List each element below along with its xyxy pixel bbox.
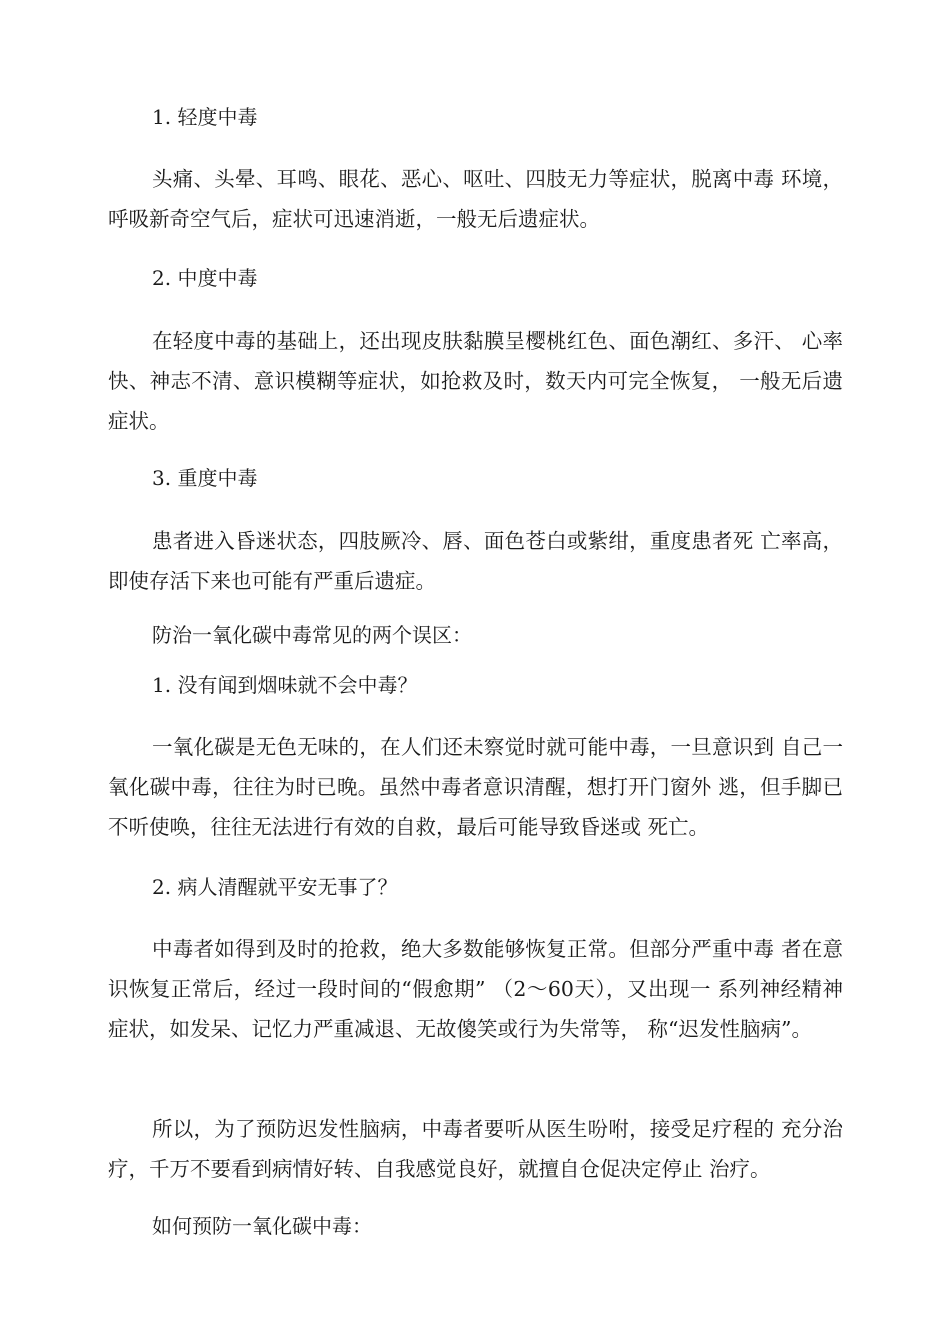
paragraph-mild-symptoms: 头痛、头晕、耳鸣、眼花、恶心、呕吐、四肢无力等症状，脱离中毒 环境，呼吸新奇空气后，症状可迅速消逝，一般无后遗症状。: [108, 167, 843, 231]
paragraph-conscious-safe-answer: 中毒者如得到及时的抢救，绝大多数能够恢复正常。但部分严重中毒 者在意识恢复正常后，经过一段时间的“假愈期” （2〜60天），又出现一 系列神经精神症状，如发呆、记忆力严重减退、无故傻笑或行为失常等， 称“迟发性脑病”。: [108, 937, 843, 1041]
section-heading-mild-poisoning: 1. 轻度中毒: [152, 105, 258, 129]
section-heading-misconceptions: 防治一氧化碳中毒常见的两个误区：: [152, 623, 472, 647]
question-heading-conscious-safe: 2. 病人清醒就平安无事了？: [152, 875, 398, 899]
paragraph-moderate-symptoms: 在轻度中毒的基础上，还出现皮肤黏膜呈樱桃红色、面色潮红、多汗、 心率快、神志不清、意识模糊等症状，如抢救及时，数天内可完全恢复， 一般无后遗症状。: [108, 329, 843, 433]
section-heading-moderate-poisoning: 2. 中度中毒: [152, 266, 258, 290]
paragraph-no-smell-answer: 一氧化碳是无色无味的，在人们还未察觉时就可能中毒，一旦意识到 自己一氧化碳中毒，往往为时已晚。虽然中毒者意识清醒，想打开门窗外 逃，但手脚已不听使唤，往往无法进行有效的自救，最后可能导致昏迷或 死亡。: [108, 735, 843, 839]
paragraph-treatment-advice: 所以，为了预防迟发性脑病，中毒者要听从医生吩咐，接受足疗程的 充分治疗，千万不要看到病情好转、自我感觉良好，就擅自仓促决定停止 治疗。: [108, 1117, 843, 1181]
section-heading-severe-poisoning: 3. 重度中毒: [152, 466, 258, 490]
paragraph-severe-symptoms: 患者进入昏迷状态，四肢厥冷、唇、面色苍白或紫绀，重度患者死 亡率高，即使存活下来也可能有严重后遗症。: [108, 529, 843, 593]
question-heading-no-smell: 1. 没有闻到烟味就不会中毒？: [152, 673, 418, 697]
section-heading-prevention: 如何预防一氧化碳中毒：: [152, 1214, 372, 1238]
